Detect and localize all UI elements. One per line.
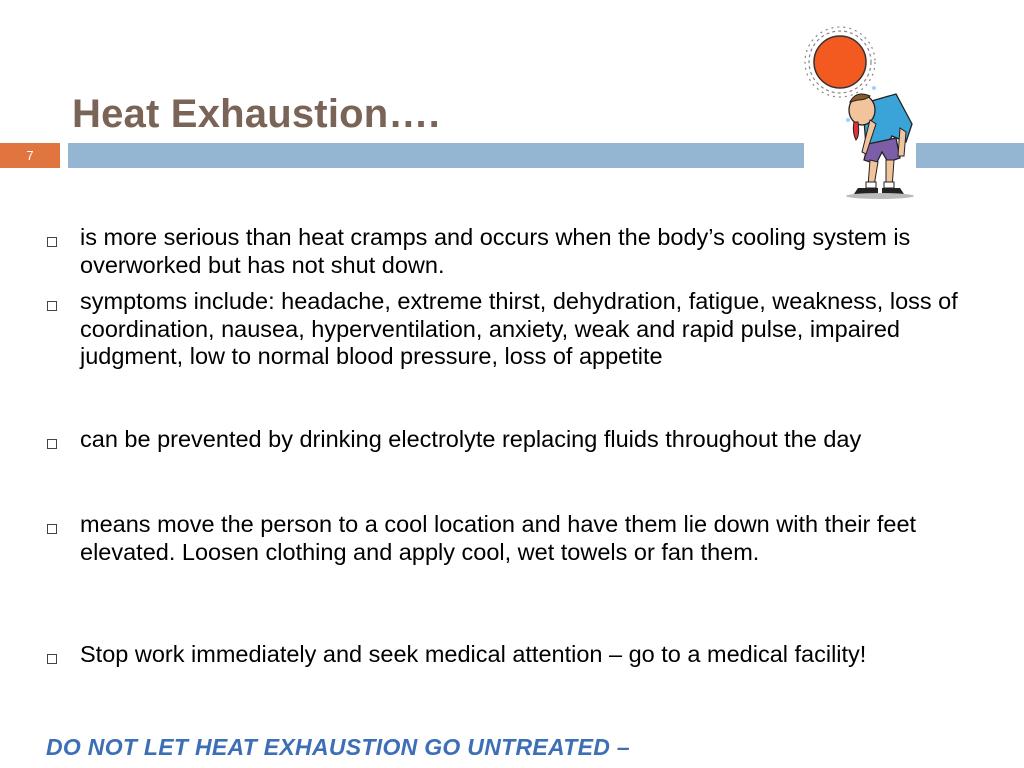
bullet-text: Stop work immediately and seek medical attention – go to a medical facility! [80, 641, 867, 667]
bullet-item [44, 224, 984, 279]
overheated-man-with-sun-icon [796, 24, 920, 200]
square-bullet-icon [44, 641, 80, 669]
bullet-item [44, 641, 984, 669]
square-bullet-icon [44, 288, 80, 316]
bullet-text: symptoms include: headache, extreme thirst, dehydration, fatigue, weakness, loss of coordination, nausea, hyperventilation, anxiety, weak and rapid pulse, impaired judgment, low to normal blood pressure, loss of appetite [80, 288, 958, 369]
footer-warning: DO NOT LET HEAT EXHAUSTION GO UNTREATED – [46, 734, 630, 760]
slide-number: 7 [26, 148, 34, 163]
slide-title: Heat Exhaustion…. [72, 92, 440, 136]
bullet-text: is more serious than heat cramps and occurs when the body’s cooling system is overworked but has not shut down. [80, 224, 911, 278]
slide-number-badge [0, 143, 60, 168]
square-bullet-icon [44, 511, 80, 539]
bullet-item [44, 288, 984, 371]
title-divider-bar-right [916, 143, 1024, 168]
bullet-item [44, 426, 984, 454]
bullet-item [44, 511, 984, 566]
bullet-text: can be prevented by drinking electrolyte replacing fluids throughout the day [80, 426, 862, 452]
bullet-text: means move the person to a cool location and have them lie down with their feet elevated. Loosen clothing and apply cool, wet towels or fan them. [80, 511, 917, 565]
square-bullet-icon [44, 224, 80, 252]
title-divider-bar [68, 143, 804, 168]
square-bullet-icon [44, 426, 80, 454]
